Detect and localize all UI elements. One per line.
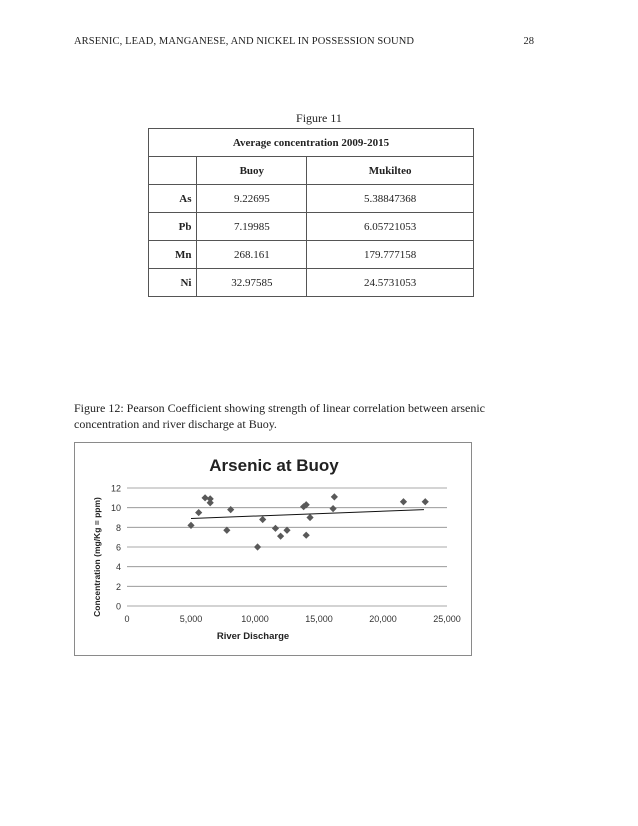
- x-tick-label: 25,000: [433, 614, 461, 624]
- x-tick-label: 10,000: [241, 614, 269, 624]
- data-point: [277, 533, 284, 540]
- data-point: [422, 498, 429, 505]
- concentration-table: [148, 128, 474, 297]
- table-row: [149, 213, 474, 241]
- table-cell: 179.777158: [307, 241, 474, 269]
- data-point: [227, 506, 234, 513]
- data-point: [283, 527, 290, 534]
- row-label: Ni: [149, 269, 197, 297]
- x-tick-label: 0: [124, 614, 130, 624]
- data-point: [272, 525, 279, 532]
- table-cell: 7.19985: [197, 213, 307, 241]
- y-tick-label: 10: [110, 503, 121, 514]
- gridlines: [127, 488, 447, 606]
- page-number: 28: [523, 36, 534, 47]
- data-point: [223, 527, 230, 534]
- x-axis-label: River Discharge: [216, 631, 290, 642]
- table-corner-cell: [149, 157, 197, 185]
- table-cell: 9.22695: [197, 185, 307, 213]
- y-tick-label: 6: [115, 542, 121, 553]
- data-point: [400, 498, 407, 505]
- arsenic-scatter-chart: [74, 442, 472, 656]
- data-point: [195, 509, 202, 516]
- y-tick-label: 8: [115, 522, 121, 533]
- y-tick-label: 4: [115, 562, 121, 573]
- data-point: [259, 516, 266, 523]
- row-label: As: [149, 185, 197, 213]
- chart-title: Arsenic at Buoy: [209, 456, 339, 475]
- y-tick-label: 12: [110, 483, 121, 494]
- table-row: [149, 269, 474, 297]
- figure-12-caption: Figure 12: Pearson Coefficient showing strength of linear correlation between arsenic concentration and river discharge at Buoy.: [74, 401, 485, 431]
- column-header-mukilteo: Mukilteo: [307, 157, 474, 185]
- x-tick-label: 20,000: [369, 614, 397, 624]
- table-cell: 24.5731053: [307, 269, 474, 297]
- data-point: [331, 493, 338, 500]
- table-row: [149, 241, 474, 269]
- data-point: [187, 522, 194, 529]
- row-label: Pb: [149, 213, 197, 241]
- table-header-row: [149, 157, 474, 185]
- data-point: [303, 532, 310, 539]
- data-point: [207, 499, 214, 506]
- table-cell: 6.05721053: [307, 213, 474, 241]
- table-row: [149, 185, 474, 213]
- figure-11-caption: Figure 11: [296, 111, 342, 125]
- data-point: [306, 514, 313, 521]
- column-header-buoy: Buoy: [197, 157, 307, 185]
- chart-canvas: [75, 443, 471, 655]
- table-cell: 32.97585: [197, 269, 307, 297]
- data-point: [254, 543, 261, 550]
- table-title-row: [149, 129, 474, 157]
- data-points: [187, 493, 428, 550]
- y-axis-label: Concentration (mg/Kg = ppm): [92, 497, 102, 617]
- x-tick-label: 15,000: [305, 614, 333, 624]
- tick-labels: [111, 484, 461, 625]
- y-tick-label: 0: [115, 601, 121, 612]
- data-point: [329, 505, 336, 512]
- y-tick-label: 2: [115, 581, 121, 592]
- x-tick-label: 5,000: [179, 614, 203, 624]
- table-title: Average concentration 2009-2015: [149, 129, 474, 157]
- running-head: ARSENIC, LEAD, MANGANESE, AND NICKEL IN POSSESSION SOUND: [74, 36, 415, 47]
- table-cell: 268.161: [197, 241, 307, 269]
- table-cell: 5.38847368: [307, 185, 474, 213]
- row-label: Mn: [149, 241, 197, 269]
